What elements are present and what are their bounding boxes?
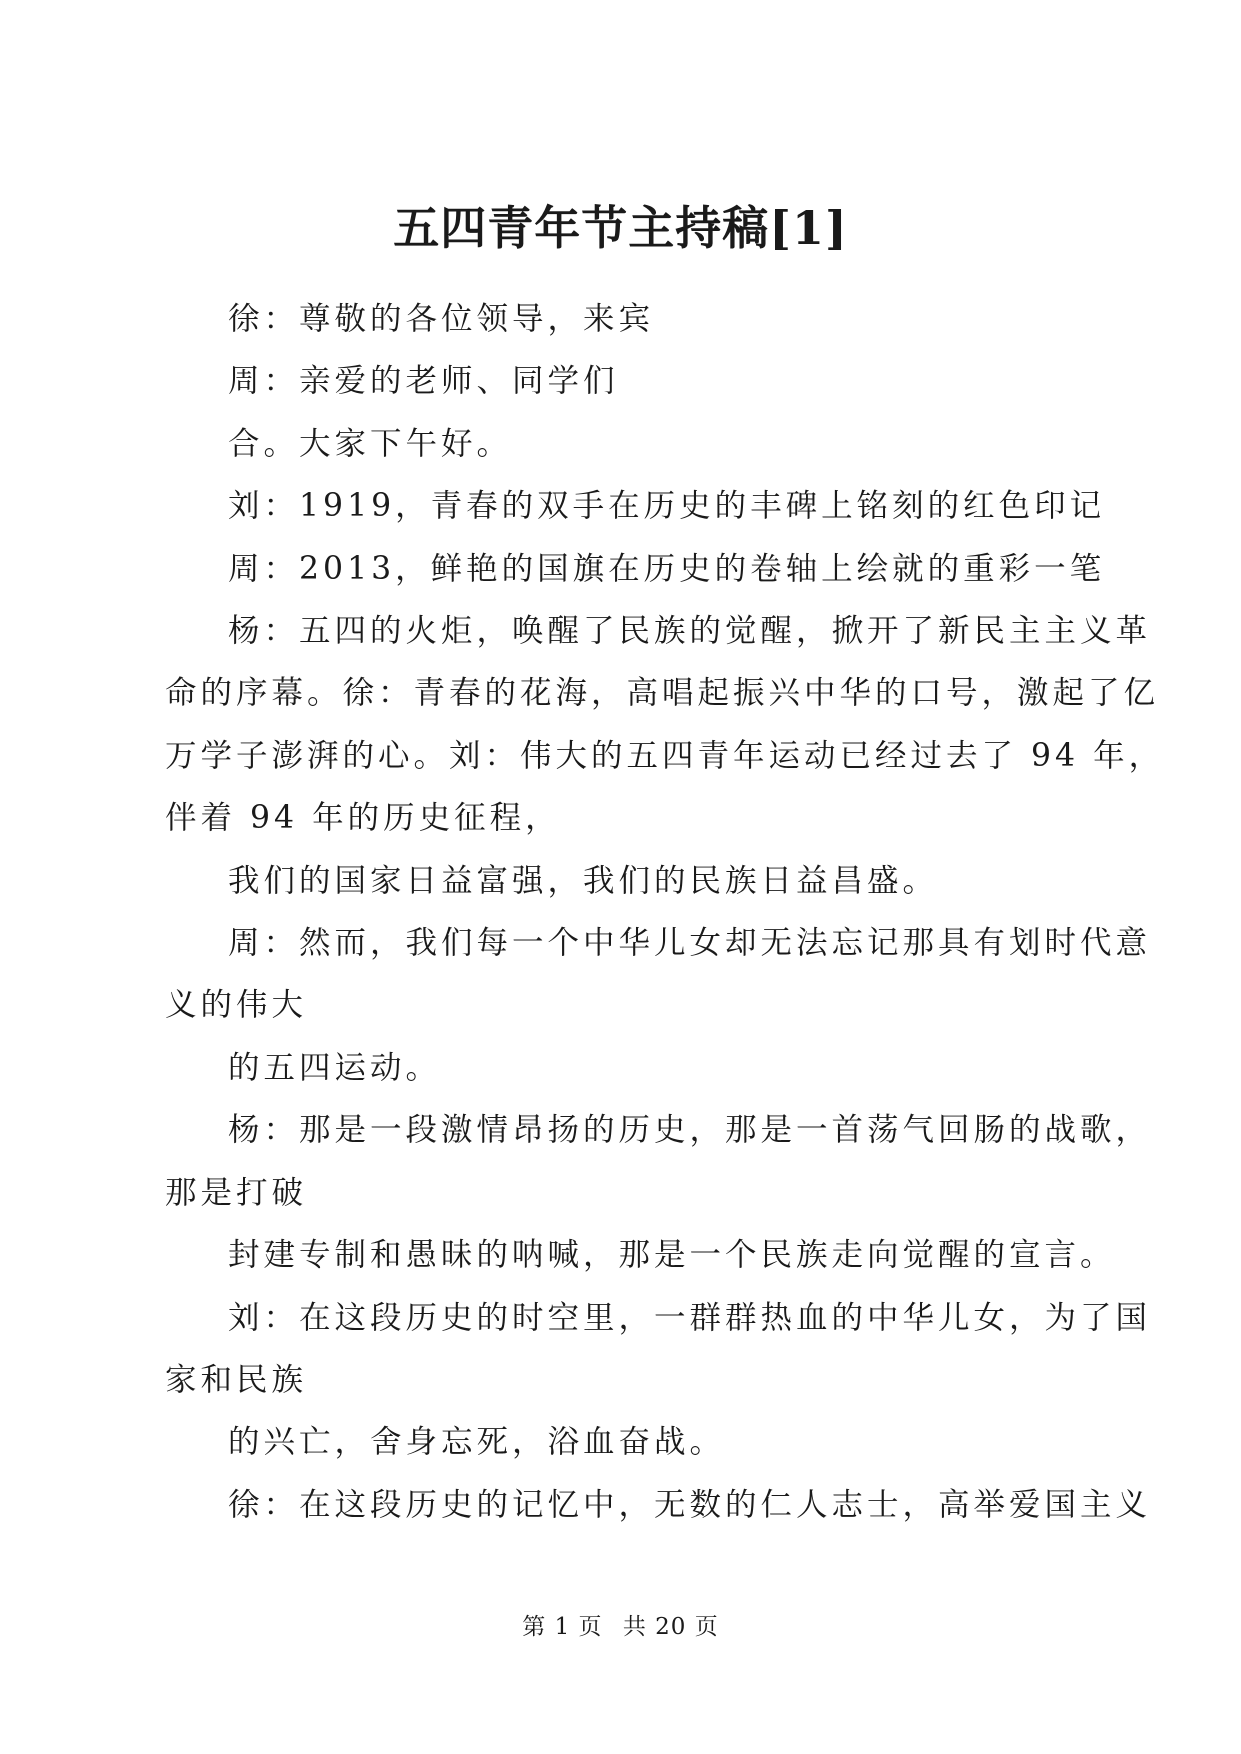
- text-line: 合。大家下午好。: [228, 425, 513, 462]
- document-title: 五四青年节主持稿[1]: [393, 201, 848, 255]
- document-body: [165, 288, 1165, 1536]
- text-line: 徐：在这段历史的记忆中，无数的仁人志士，高举爱国主义: [228, 1486, 1152, 1523]
- text-line: 的兴亡，舍身忘死，浴血奋战。: [228, 1424, 726, 1461]
- text-line: 的五四运动。: [228, 1049, 442, 1086]
- page-number: 第 1 页: [522, 1614, 603, 1640]
- text-line: 万学子澎湃的心。刘：伟大的五四青年运动已经过去了 94 年，: [165, 737, 1165, 774]
- text-line: 伴着 94 年的历史征程，: [165, 800, 561, 837]
- text-line: 家和民族: [165, 1361, 308, 1398]
- text-line: 杨：那是一段激情昂扬的历史，那是一首荡气回肠的战歌，: [228, 1112, 1152, 1149]
- page-footer: [0, 1608, 1241, 1641]
- text-line: 周：然而，我们每一个中华儿女却无法忘记那具有划时代意: [228, 925, 1152, 962]
- text-line: 杨：五四的火炬，唤醒了民族的觉醒，掀开了新民主主义革: [228, 613, 1152, 650]
- text-line: 命的序幕。徐：青春的花海，高唱起振兴中华的口号，激起了亿: [165, 675, 1160, 712]
- text-line: 徐：尊敬的各位领导，来宾: [228, 301, 655, 337]
- text-line: 刘：在这段历史的时空里，一群群热血的中华儿女，为了国: [228, 1299, 1152, 1336]
- text-line: 那是打破: [165, 1174, 308, 1211]
- text-line: 周：亲爱的老师、同学们: [228, 363, 619, 400]
- text-line: 刘：1919，青春的双手在历史的丰碑上铭刻的红色印记: [228, 488, 1106, 525]
- text-line: 周：2013，鲜艳的国旗在历史的卷轴上绘就的重彩一笔: [228, 550, 1106, 587]
- text-line: 封建专制和愚昧的呐喊，那是一个民族走向觉醒的宣言。: [228, 1237, 1116, 1274]
- page-total: 共 20 页: [622, 1614, 719, 1640]
- text-line: 义的伟大: [165, 987, 308, 1024]
- text-line: 我们的国家日益富强，我们的民族日益昌盛。: [228, 862, 939, 899]
